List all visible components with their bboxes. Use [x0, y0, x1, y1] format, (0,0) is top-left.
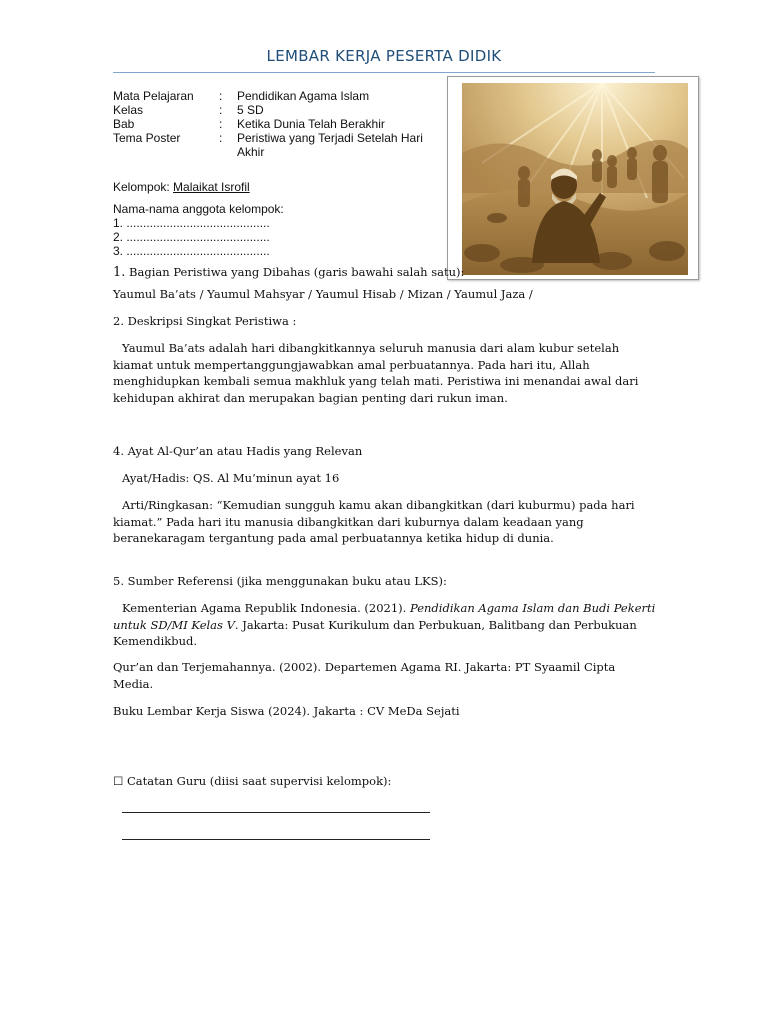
member-line: 1. ...........................................: [113, 216, 270, 230]
section-4-heading: 4. Ayat Al-Qur’an atau Hadis yang Relevan: [113, 444, 363, 458]
group-label: Kelompok:: [113, 180, 174, 194]
notes-line: [122, 839, 430, 840]
info-colon: :: [219, 117, 223, 131]
notes-line: [122, 812, 430, 813]
info-value: 5 SD: [237, 103, 264, 117]
reference-3: Buku Lembar Kerja Siswa (2024). Jakarta : CV MeDa Sejati: [113, 704, 460, 718]
section-5-heading: 5. Sumber Referensi (jika menggunakan buku atau LKS):: [113, 574, 447, 588]
reference-1-title: Pendidikan Agama Islam dan Budi Pekerti untuk SD/MI Kelas V: [113, 601, 656, 632]
teacher-notes-label: Catatan Guru (diisi saat supervisi kelompok):: [123, 774, 392, 788]
teacher-notes-heading: [113, 773, 658, 790]
info-colon: :: [219, 131, 223, 145]
section-4-ayat: Ayat/Hadis: QS. Al Mu’minun ayat 16: [122, 471, 340, 485]
section-2-heading: 2. Deskripsi Singkat Peristiwa :: [113, 314, 297, 328]
info-colon: :: [219, 103, 223, 117]
info-label: Kelas: [113, 103, 144, 117]
title-divider: [113, 72, 655, 73]
info-row-poster-theme: [113, 131, 437, 159]
info-label: Mata Pelajaran: [113, 89, 194, 103]
info-label: Bab: [113, 117, 135, 131]
info-value: Peristiwa yang Terjadi Setelah Hari Akhir: [237, 131, 423, 159]
section-2-body: Yaumul Ba’ats adalah hari dibangkitkannya seluruh manusia dari alam kubur setelah kiamat untuk mempertanggungjawabkan amal perbuatannya. Pada hari itu, Allah menghidupkan kembali semua makhluk yang telah mati. Peristiwa ini menandai awal dari kehidupan akhirat dan merupakan bagian penting dari rukun iman.: [113, 341, 639, 405]
info-value: Ketika Dunia Telah Berakhir: [237, 117, 385, 131]
member-line: 3. ...........................................: [113, 244, 270, 258]
section-4-arti: Arti/Ringkasan: “Kemudian sungguh kamu akan dibangkitkan (dari kuburmu) pada hari kiamat.” Pada hari itu manusia dibangkitkan dari kuburnya dalam keadaan yang beranekaragam tergantung pada amal perbuatannya ketika hidup di dunia.: [113, 498, 635, 545]
info-table: [113, 89, 437, 159]
resurrection-illustration: [462, 83, 688, 275]
member-heading: Nama-nama anggota kelompok:: [113, 202, 284, 216]
info-label: Tema Poster: [113, 131, 181, 145]
section-1-title: Bagian Peristiwa yang Dibahas (garis bawahi salah satu):: [125, 265, 465, 279]
reference-2: Qur’an dan Terjemahannya. (2002). Departemen Agama RI. Jakarta: PT Syaamil Cipta Media.: [113, 660, 616, 691]
page-title: LEMBAR KERJA PESERTA DIDIK: [266, 47, 502, 65]
section-1-heading: [113, 264, 658, 282]
info-row-subject: [113, 89, 437, 103]
reference-1: [113, 600, 658, 650]
info-row-chapter: [113, 117, 437, 131]
group-value: Malaikat Isrofil: [173, 180, 250, 194]
section-1-number: 1.: [113, 265, 126, 280]
member-list: [113, 202, 284, 258]
reference-1-pre: Kementerian Agama Republik Indonesia. (2021).: [122, 601, 410, 615]
checkbox-icon: ☐: [113, 774, 124, 788]
info-row-class: [113, 103, 437, 117]
group-name: [113, 180, 250, 194]
info-value: Pendidikan Agama Islam: [237, 89, 370, 103]
illustration-frame: [447, 76, 699, 280]
member-line: 2. ...........................................: [113, 230, 270, 244]
section-1-options: Yaumul Ba’ats / Yaumul Mahsyar / Yaumul Hisab / Mizan / Yaumul Jaza /: [113, 287, 533, 301]
reference-1-post: . Jakarta: Pusat Kurikulum dan Perbukuan, Balitbang dan Perbukuan Kemendikbud.: [113, 617, 637, 648]
info-colon: :: [219, 89, 223, 103]
